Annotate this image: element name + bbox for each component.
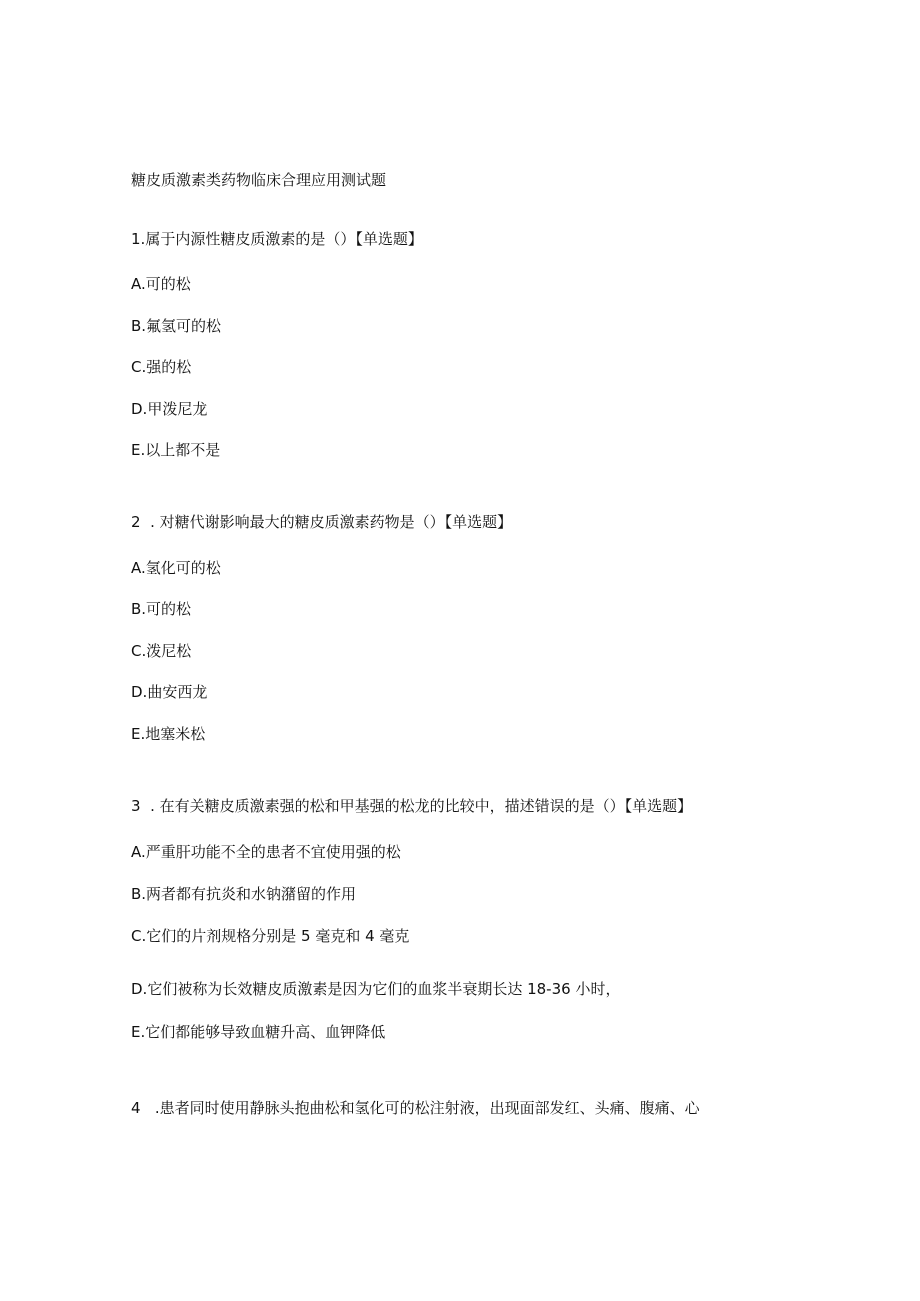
q2-option-b: B.可的松 [131, 600, 192, 618]
q1-option-d: D.甲泼尼龙 [131, 400, 208, 418]
q3-option-c: C.它们的片剂规格分别是 5 毫克和 4 毫克 [131, 927, 410, 945]
question-number: 3 [131, 797, 141, 815]
question-4 [131, 1098, 700, 1118]
q2-option-a: A.氢化可的松 [131, 559, 221, 577]
question-number: 4 [131, 1099, 141, 1117]
q2-option-c: C.泼尼松 [131, 642, 192, 660]
question-2 [131, 512, 512, 532]
question-stem: 属于内源性糖皮质激素的是（）【单选题】 [145, 230, 423, 248]
q3-option-b: B.两者都有抗炎和水钠潴留的作用 [131, 885, 357, 903]
question-number: 1. [131, 230, 146, 248]
question-stem: . 对糖代谢影响最大的糖皮质激素药物是（）【单选题】 [150, 513, 513, 531]
q2-option-e: E.地塞米松 [131, 725, 206, 743]
q3-option-e: E.它们都能够导致血糖升高、血钾降低 [131, 1023, 386, 1041]
page-title: 糖皮质激素类药物临床合理应用测试题 [131, 171, 387, 189]
q2-option-d: D.曲安西龙 [131, 683, 208, 701]
question-stem: . 在有关糖皮质激素强的松和甲基强的松龙的比较中，描述错误的是（）【单选题】 [150, 797, 693, 815]
question-3 [131, 796, 692, 816]
question-number: 2 [131, 513, 141, 531]
question-1 [131, 229, 423, 249]
q3-option-d: D.它们被称为长效糖皮质激素是因为它们的血浆半衰期长达 18-36 小时， [131, 980, 621, 998]
q1-option-c: C.强的松 [131, 358, 192, 376]
q3-option-a: A.严重肝功能不全的患者不宜使用强的松 [131, 843, 401, 861]
question-stem: .患者同时使用静脉头抱曲松和氢化可的松注射液，出现面部发红、头痛、腹痛、心 [154, 1099, 700, 1117]
q1-option-e: E.以上都不是 [131, 441, 221, 459]
q1-option-a: A.可的松 [131, 275, 191, 293]
q1-option-b: B.氟氢可的松 [131, 317, 222, 335]
